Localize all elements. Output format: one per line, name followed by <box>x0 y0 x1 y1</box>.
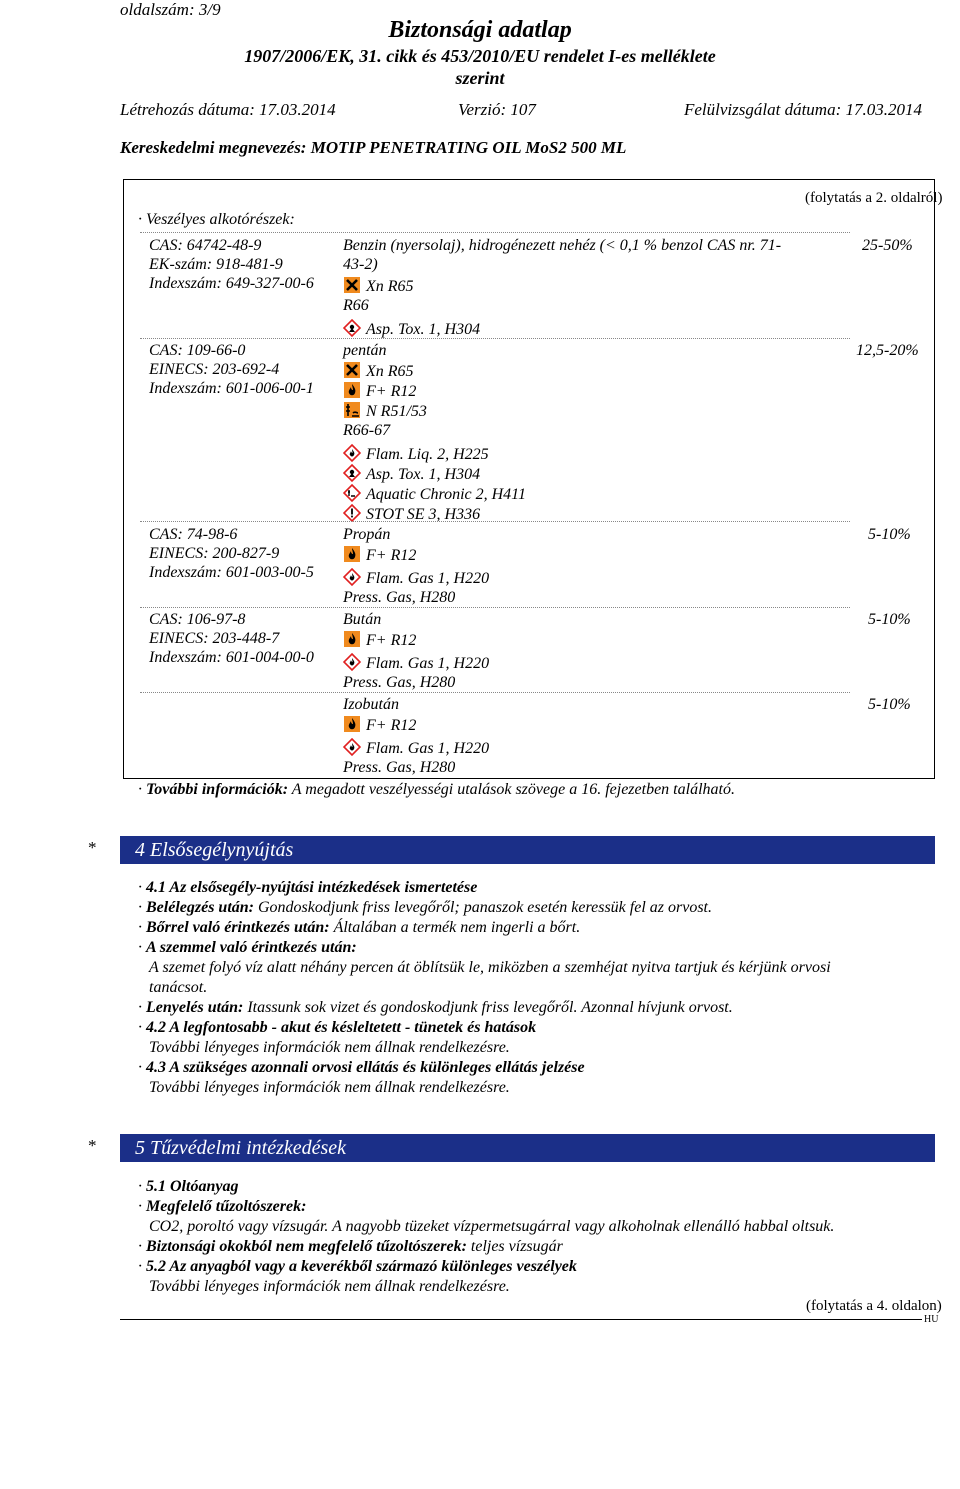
flammable-icon <box>343 715 361 733</box>
inhalation: · Belélegzés után: Gondoskodjunk friss levegőről; panaszok esetén keressük fel az orvost. <box>138 899 712 916</box>
row3-percent: 5-10% <box>868 526 911 543</box>
row5-name: Izobután <box>343 696 399 713</box>
row2-name: pentán <box>343 342 387 359</box>
flammable-icon <box>343 381 361 399</box>
row4-classification: F+ R12 Flam. Gas 1, H220 Press. Gas, H280 <box>343 632 490 691</box>
suitable-media-label: · Megfelelő tűzoltószerek: <box>138 1198 307 1215</box>
revised-date: Felülvizsgálat dátuma: 17.03.2014 <box>684 100 922 119</box>
footer-rule <box>120 1319 935 1320</box>
continued-from: (folytatás a 2. oldalról) <box>805 190 943 206</box>
flammable-icon <box>343 630 361 648</box>
ingestion: · Lenyelés után: Itassunk sok vizet és gondoskodjunk friss levegőről. Azonnal hívjunk orvost. <box>138 999 733 1016</box>
flammable-icon <box>343 568 361 586</box>
row1-percent: 25-50% <box>862 237 913 254</box>
row2-percent: 12,5-20% <box>856 342 919 359</box>
section4-title: 4 Elsősegélynyújtás <box>135 839 294 861</box>
health-hazard-icon <box>343 319 361 337</box>
document-subtitle: 1907/2006/EK, 31. cikk és 453/2010/EU rendelet I-es melléklete <box>244 46 716 66</box>
more-info: · További információk: A megadott veszélyességi utalások szövege a 16. fejezetben található. <box>138 781 735 798</box>
trade-name: Kereskedelmi megnevezés: MOTIP PENETRATING OIL MoS2 500 ML <box>120 138 627 157</box>
section5-star: * <box>88 1136 97 1155</box>
row1-ids: CAS: 64742-48-9 EK-szám: 918-481-9 Indexszám: 649-327-00-6 <box>149 237 314 292</box>
unsuitable-media: · Biztonsági okokból nem megfelelő tűzoltószerek: teljes vízsugár <box>138 1238 563 1255</box>
s43-heading: · 4.3 A szükséges azonnali orvosi ellátás és különleges ellátás jelzése <box>138 1059 585 1076</box>
components-heading: · Veszélyes alkotórészek: <box>138 211 295 228</box>
flammable-icon <box>343 653 361 671</box>
row3-name: Propán <box>343 526 391 543</box>
environment-icon <box>343 401 361 419</box>
created-date: Létrehozás dátuma: 17.03.2014 <box>120 100 336 119</box>
exclamation-icon <box>343 504 361 522</box>
flammable-icon <box>343 545 361 563</box>
row1-name: Benzin (nyersolaj), hidrogénezett nehéz (< 0,1 % benzol CAS nr. 71- 43-2) <box>343 237 782 273</box>
health-hazard-icon <box>343 464 361 482</box>
row5-classification: F+ R12 Flam. Gas 1, H220 Press. Gas, H280 <box>343 717 490 776</box>
s43-text: További lényeges információk nem állnak rendelkezésre. <box>149 1079 510 1096</box>
page-number: oldalszám: 3/9 <box>120 0 221 19</box>
row2-ids: CAS: 109-66-0 EINECS: 203-692-4 Indexszám: 601-006-00-1 <box>149 342 314 397</box>
s41-heading: · 4.1 Az elsősegély-nyújtási intézkedések ismertetése <box>138 879 478 896</box>
xn-harmful-icon <box>343 361 361 379</box>
s52-text: További lényeges információk nem állnak rendelkezésre. <box>149 1278 510 1295</box>
document-title: Biztonsági adatlap <box>388 17 572 43</box>
eye-contact-label: · A szemmel való érintkezés után: <box>138 939 357 956</box>
s51-heading: · 5.1 Oltóanyag <box>138 1178 239 1195</box>
s42-text: További lényeges információk nem állnak rendelkezésre. <box>149 1039 510 1056</box>
suitable-media-text: CO2, poroltó vagy vízsugár. A nagyobb tüzeket vízpermetsugárral vagy alkoholnak ellenálló habbal oltsuk. <box>149 1218 835 1235</box>
section5-title: 5 Tűzvédelmi intézkedések <box>135 1137 347 1159</box>
version: Verzió: 107 <box>458 100 536 119</box>
s52-heading: · 5.2 Az anyagból vagy a keverékből származó különleges veszélyek <box>138 1258 577 1275</box>
s42-heading: · 4.2 A legfontosabb - akut és késleltetett - tünetek és hatások <box>138 1019 537 1036</box>
row4-ids: CAS: 106-97-8 EINECS: 203-448-7 Indexszám: 601-004-00-0 <box>149 611 314 666</box>
eye-contact-text: A szemet folyó víz alatt néhány percen át öblítsük le, miközben a szemhéjat nyitva tartjuk és kérjünk orvosi <box>149 959 831 976</box>
row2-classification: Xn R65 F+ R12 N R51/53 R66-67 Flam. Liq. 2, H225 Asp. Tox. 1, H304 Aquatic Chronic 2, H411 STOT SE 3, H336 <box>343 363 526 523</box>
row1-classification: Xn R65 R66 Asp. Tox. 1, H304 <box>343 278 481 338</box>
environment-icon <box>343 484 361 502</box>
xn-harmful-icon <box>343 276 361 294</box>
continued-to: (folytatás a 4. oldalon) <box>806 1298 942 1314</box>
section4-star: * <box>88 838 97 857</box>
row3-classification: F+ R12 Flam. Gas 1, H220 Press. Gas, H280 <box>343 547 490 606</box>
skin-contact: · Bőrrel való érintkezés után: Általában a termék nem ingerli a bőrt. <box>138 919 581 936</box>
row3-ids: CAS: 74-98-6 EINECS: 200-827-9 Indexszám: 601-003-00-5 <box>149 526 314 581</box>
row5-percent: 5-10% <box>868 696 911 713</box>
eye-contact-text2: tanácsot. <box>149 979 208 996</box>
row4-percent: 5-10% <box>868 611 911 628</box>
flammable-icon <box>343 444 361 462</box>
language-code: HU <box>924 1314 939 1325</box>
flammable-icon <box>343 738 361 756</box>
document-subtitle-line2: szerint <box>455 68 505 88</box>
row4-name: Bután <box>343 611 382 628</box>
